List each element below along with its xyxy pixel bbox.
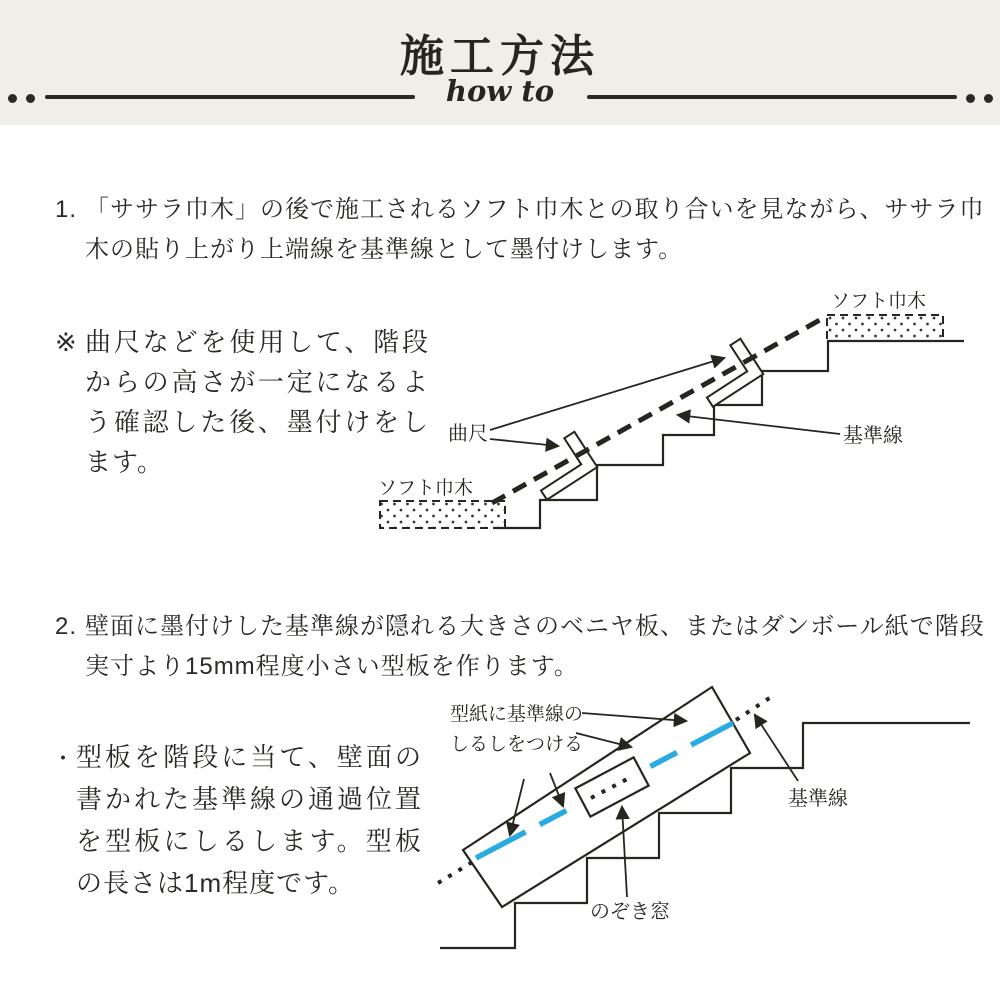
- label-carpenter-square: 曲尺: [448, 423, 488, 445]
- divider-dot: [966, 94, 975, 103]
- note-text: 曲尺などを使用して、階段からの高さが一定になるよう確認した後、墨付けをします。: [85, 327, 429, 477]
- step-2-number: 2.: [55, 613, 78, 640]
- label-mark-line1: 型紙に基準線の: [450, 704, 584, 725]
- header-subtitle: how to: [445, 74, 555, 108]
- diagram-template-marking: [430, 675, 975, 965]
- note-marker: ※: [55, 327, 78, 357]
- label-mark-line2: しるしをつける: [450, 734, 584, 755]
- soft-skirting-rect-top: [827, 315, 943, 341]
- divider-dot: [984, 94, 993, 103]
- peek-window: [575, 757, 648, 816]
- leader-reference-line: [678, 415, 840, 434]
- bullet-marker: ・: [52, 746, 76, 771]
- bullet-text: 型板を階段に当て、壁面の書かれた基準線の通過位置を型板にしるします。型板の長さは1m程度です。: [76, 742, 422, 898]
- leader-peek-window: [622, 807, 627, 897]
- label-reference-line: 基準線: [843, 425, 903, 447]
- header: [0, 0, 1000, 125]
- diagram-stairs-marking: [372, 278, 972, 546]
- step-2-text: 壁面に墨付けした基準線が隠れる大きさのベニヤ板、またはダンボール紙で階段実寸より15mm程度小さい型板を作ります。: [85, 613, 985, 680]
- step-1: [55, 190, 987, 270]
- divider-line-right: [587, 95, 957, 99]
- label-peek-window: のぞき窓: [590, 901, 670, 923]
- soft-skirting-rect-bottom: [380, 501, 505, 528]
- leader-reference-line: [755, 715, 798, 781]
- reference-dotted-extension-bottom: [438, 861, 474, 883]
- label-soft-skirting-top: ソフト巾木: [831, 291, 927, 312]
- label-soft-skirting-bottom: ソフト巾木: [378, 478, 474, 499]
- leader-square-lower: [490, 439, 558, 446]
- step-1-number: 1.: [55, 196, 78, 223]
- leader-mark-3: [550, 773, 563, 806]
- leader-mark-4: [510, 779, 524, 835]
- page-title: 施工方法: [400, 32, 600, 81]
- leader-mark-2: [576, 733, 631, 747]
- reference-dotted-extension-top: [736, 697, 771, 720]
- label-reference-line: 基準線: [788, 788, 848, 810]
- bullet-block: [52, 736, 422, 904]
- reference-dashed-line: [492, 316, 827, 503]
- step-1-text: 「ササラ巾木」の後で施工されるソフト巾木との取り合いを見ながら、ササラ巾木の貼り上がり上端線を基準線として墨付けします。: [85, 196, 985, 263]
